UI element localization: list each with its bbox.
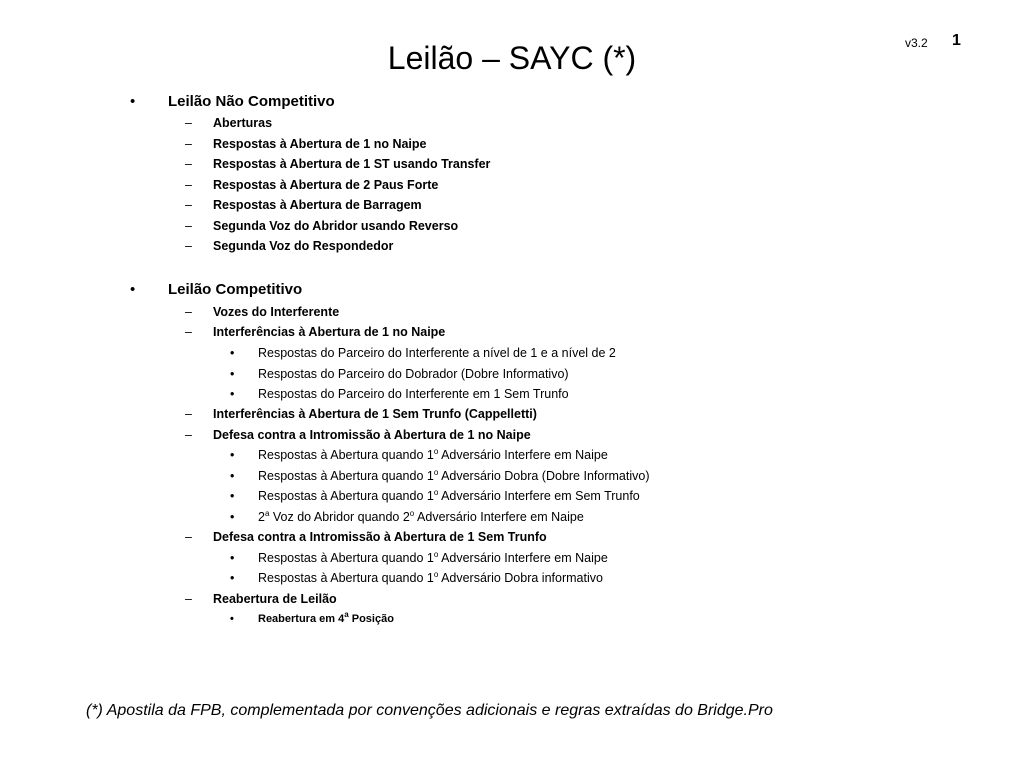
bullet-marker: •: [230, 387, 235, 401]
bullet-marker: •: [130, 93, 136, 110]
dash-marker: –: [185, 198, 192, 212]
dash-marker: –: [185, 157, 192, 171]
subitem-label: Respostas à Abertura quando 1$^o$ Adversário Interfere em Naipe: [258, 550, 608, 565]
dash-marker: –: [185, 592, 192, 606]
item-label: Aberturas: [213, 116, 273, 130]
bullet-marker: •: [230, 367, 235, 381]
dash-marker: –: [185, 407, 192, 421]
dash-marker: –: [185, 219, 192, 233]
bullet-marker: •: [230, 510, 235, 524]
page-title: Leilão – SAYC (*): [387, 40, 637, 76]
item-label: Defesa contra a Intromissão à Abertura de 1 no Naipe: [213, 428, 531, 442]
bullet-marker: •: [130, 281, 136, 298]
footnote: (*) Apostila da FPB, complementada por convenções adicionais e regras extraídas do Bridge.Pro: [86, 702, 773, 719]
subitem-label: Respostas à Abertura quando 1$^o$ Adversário Dobra informativo: [258, 570, 603, 585]
subitem-label: Respostas do Parceiro do Interferente em 1 Sem Trunfo: [258, 387, 569, 401]
bullet-marker: •: [230, 571, 235, 585]
subitem-label: Respostas do Parceiro do Interferente a nível de 1 e a nível de 2: [258, 346, 616, 360]
subitem-label: Respostas à Abertura quando 1$^o$ Adversário Interfere em Naipe: [258, 447, 608, 462]
subitem-label: Respostas do Parceiro do Dobrador (Dobre Informativo): [258, 367, 569, 381]
item-label: Respostas à Abertura de Barragem: [213, 198, 422, 212]
item-label: Interferências à Abertura de 1 no Naipe: [213, 325, 446, 339]
dash-marker: –: [185, 530, 192, 544]
item-label: Interferências à Abertura de 1 Sem Trunfo (Cappelletti): [213, 407, 537, 421]
item-label: Respostas à Abertura de 2 Paus Forte: [213, 178, 439, 192]
item-label: Respostas à Abertura de 1 ST usando Transfer: [213, 157, 491, 171]
item-label: Reabertura de Leilão: [213, 592, 337, 606]
dash-marker: –: [185, 239, 192, 253]
bullet-marker: •: [230, 448, 235, 462]
heading-label: Leilão Competitivo: [168, 281, 303, 298]
dash-marker: –: [185, 178, 192, 192]
bullet-marker: •: [230, 469, 235, 483]
bullet-marker: •: [230, 489, 235, 503]
item-label: Respostas à Abertura de 1 no Naipe: [213, 137, 427, 151]
item-label: Segunda Voz do Respondedor: [213, 239, 394, 253]
dash-marker: –: [185, 116, 192, 130]
dash-marker: –: [185, 137, 192, 151]
dash-marker: –: [185, 428, 192, 442]
dash-marker: –: [185, 325, 192, 339]
dash-marker: –: [185, 305, 192, 319]
subitem-label: 2$^a$ Voz do Abridor quando 2$^o$ Adversário Interfere em Naipe: [258, 509, 584, 524]
bullet-marker: •: [230, 346, 235, 360]
bullet-marker: •: [230, 613, 234, 625]
subitem-label: Respostas à Abertura quando 1$^o$ Adversário Dobra (Dobre Informativo): [258, 468, 650, 483]
heading-label: Leilão Não Competitivo: [168, 93, 335, 110]
version-label: v3.2: [905, 36, 928, 50]
item-label: Defesa contra a Intromissão à Abertura de 1 Sem Trunfo: [213, 530, 547, 544]
subitem-label: Respostas à Abertura quando 1$^o$ Adversário Interfere em Sem Trunfo: [258, 488, 640, 503]
bullet-marker: •: [230, 551, 235, 565]
subitem-label: Reabertura em 4$^a$ Posição: [258, 610, 394, 625]
page-number: 1: [952, 32, 961, 49]
item-label: Vozes do Interferente: [213, 305, 340, 319]
item-label: Segunda Voz do Abridor usando Reverso: [213, 219, 459, 233]
